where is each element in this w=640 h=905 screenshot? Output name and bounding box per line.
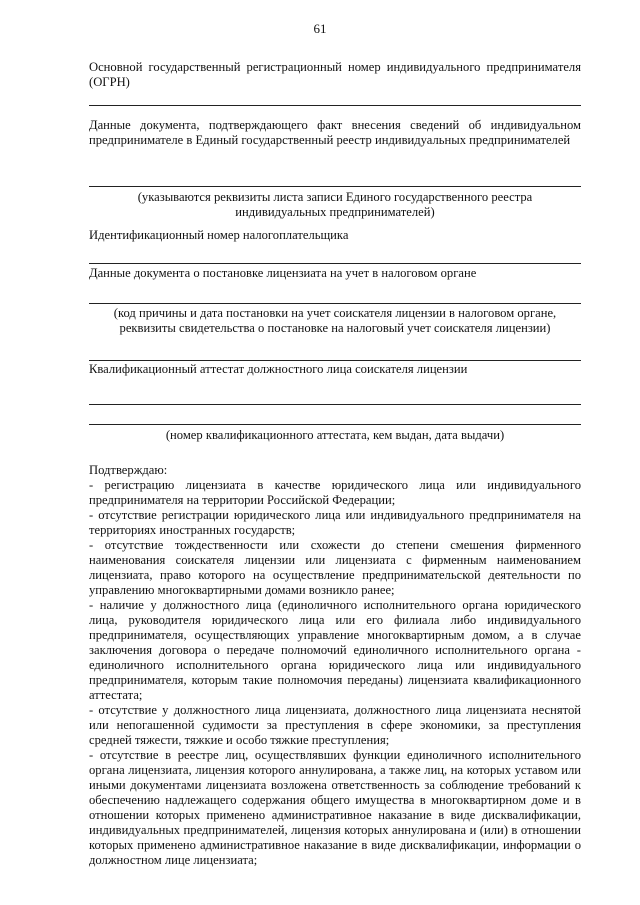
inn-field-line[interactable] bbox=[89, 263, 581, 264]
confirmation-item: - отсутствие регистрации юридического лица или индивидуального предпринимателя на территориях иностранных государств; bbox=[89, 508, 581, 537]
egrip-note-line-2: индивидуальных предпринимателей) bbox=[235, 205, 435, 219]
egrip-note-line-1: (указываются реквизиты листа записи Единого государственного реестра bbox=[137, 190, 533, 204]
confirmation-item: - отсутствие в реестре лиц, осуществлявших функции единоличного исполнительного органа лицензиата, лицензия которого аннулирована, а также лиц, на которых уставом или иными документами лицензиата возложена ответственность за соблюдение требований к обеспечению надлежащего содержания общего имущества в многоквартирном доме и в отношении которых применено административное наказание в виде дисквалификации, индивидуальных предпринимателей, лицензия которых аннулирована и (или) в отношении которых применено административное наказание в виде дисквалификации, информации о должностном лице лицензиата; bbox=[89, 748, 581, 867]
qualification-certificate-label: Квалификационный аттестат должностного лица соискателя лицензии bbox=[89, 362, 468, 376]
qualification-certificate-field-line-1[interactable] bbox=[89, 404, 581, 405]
confirmation-item: - наличие у должностного лица (единоличного исполнительного органа юридического лица, руководителя юридического лица или его филиала либо индивидуального предпринимателя, осуществляющих управление многоквартирным домом, а в случае заключения договора о передаче полномочий единоличного исполнительного органа - единоличного исполнительного органа юридического лица или индивидуального предпринимателя, которым такие полномочия переданы) лицензиата квалификационного аттестата; bbox=[89, 598, 581, 702]
page-number: 61 bbox=[313, 21, 327, 36]
inn-label: Идентификационный номер налогоплательщика bbox=[89, 228, 349, 242]
qualification-certificate-note: (номер квалификационного аттестата, кем выдан, дата выдачи) bbox=[165, 428, 505, 442]
tax-note-line-2: реквизиты свидетельства о постановке на налоговый учет соискателя лицензии) bbox=[119, 321, 551, 335]
confirmation-item: - регистрацию лицензиата в качестве юридического лица или индивидуального предпринимателя на территории Российской Федерации; bbox=[89, 478, 581, 507]
confirmation-section bbox=[89, 463, 581, 868]
tax-registration-field-line[interactable] bbox=[89, 303, 581, 304]
ogrnip-field-line[interactable] bbox=[89, 105, 581, 106]
ogrnip-label: Основной государственный регистрационный номер индивидуального предпринимателя (ОГРН) bbox=[89, 60, 581, 89]
confirmation-item: - отсутствие тождественности или схожести до степени смешения фирменного наименования соискателя лицензии или лицензиата с фирменным наименованием лицензиата, право которого на осуществление предпринимательской деятельности по управлению многоквартирными домами возникло ранее; bbox=[89, 538, 581, 597]
egrip-field-line[interactable] bbox=[89, 186, 581, 187]
tax-note-line-1: (код причины и дата постановки на учет соискателя лицензии в налоговом органе, bbox=[113, 306, 557, 320]
egrip-label: Данные документа, подтверждающего факт внесения сведений об индивидуальном предпринимателе в Единый государственный реестр индивидуальных предпринимателей bbox=[89, 118, 581, 147]
qualification-certificate-field-line-2[interactable] bbox=[89, 424, 581, 425]
tax-registration-label: Данные документа о постановке лицензиата на учет в налоговом органе bbox=[89, 266, 477, 280]
confirmation-item: - отсутствие у должностного лица лицензиата, должностного лица лицензиата неснятой или непогашенной судимости за преступления в сфере экономики, за преступления средней тяжести, тяжкие и особо тяжкие преступления; bbox=[89, 703, 581, 747]
tax-registration-extra-line[interactable] bbox=[89, 360, 581, 361]
confirmation-heading: Подтверждаю: bbox=[89, 463, 168, 477]
